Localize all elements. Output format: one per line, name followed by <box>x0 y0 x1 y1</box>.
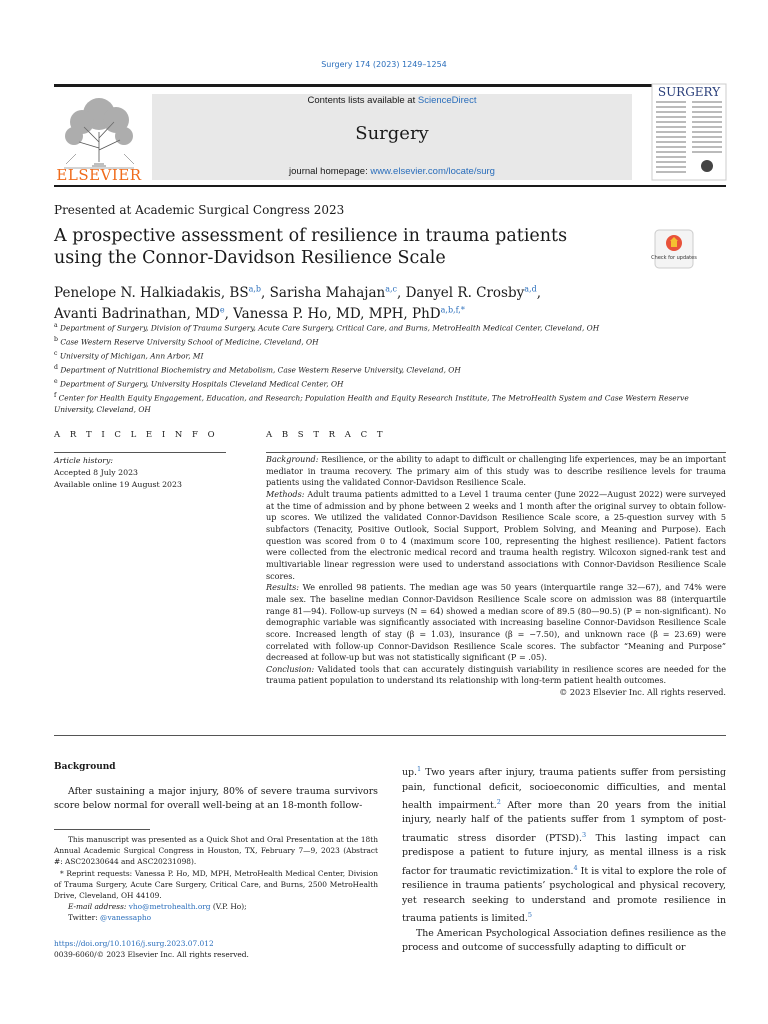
header-bottom-rule <box>54 185 726 187</box>
abstract-bottom-rule <box>54 735 726 736</box>
check-for-updates-badge[interactable] <box>651 229 697 269</box>
author: Danyel R. Crosby$^{a,d}$, <box>405 284 541 301</box>
email-link[interactable]: vho@metrohealth.org <box>128 902 211 912</box>
available-date: Available online 19 August 2023 <box>54 480 182 489</box>
abstract-heading: A B S T R A C T <box>266 430 387 440</box>
header-rule <box>54 84 726 87</box>
author: Penelope N. Halkiadakis, BS$^{a,b}$, <box>54 284 270 301</box>
check-for-updates-label: Check for updates <box>651 255 697 261</box>
check-for-updates-icon <box>651 229 697 269</box>
abstract-methods: Methods: Adult trauma patients admitted to a Level 1 trauma center (June 2022—August 2022) were surveyed at the time of admission and by phone between 2 weeks and 1 month after the original survey to obtain follow-up scores. We utilized the validated Connor-Davidson Resilience Scale score, a 25-question survey with 5 subfactors (Tenacity, Positive Outlook, Social Support, Problem Solving, and Meaning and Purpose). Each question was scored from 0 to 4 (maximum score 100, representing the highest resilience). Patient factors were collected from the electronic medical record and trauma health registry. Wilcoxon signed-rank test and multivariable linear regression were used to understand associations with Connor-Davidson Resilience Scale scores. <box>266 488 726 581</box>
background-heading: Background <box>54 762 116 772</box>
abstract-conclusion: Conclusion: Validated tools that can accurately distinguish variability in resilience scores are needed for the trauma patient population to understand its relationship with long-term patient health outcomes. <box>266 663 726 686</box>
accepted-date: Accepted 8 July 2023 <box>54 468 138 477</box>
affiliation: $^f$ Center for Health Equity Engagement, Education, and Research; Population Health and Equity Research Institute, The MetroHealth System and Case Western Reserve University, Cleveland, OH <box>54 391 689 414</box>
abstract-body <box>266 454 726 699</box>
footnote-reprint: * Reprint requests: Vanessa P. Ho, MD, MPH, MetroHealth Medical Center, Division of Trauma Surgery, Acute Care Surgery, Critical Care, and Burns, 2500 MetroHealth Drive, Cleveland, OH 44109. <box>54 868 378 901</box>
article-title: A prospective assessment of resilience in trauma patients using the Connor-Davidson Resilience Scale <box>54 226 568 268</box>
author-list <box>54 280 674 323</box>
homepage-link[interactable]: www.elsevier.com/locate/surg <box>370 166 495 177</box>
journal-cover-thumbnail[interactable] <box>652 84 726 180</box>
cover-title: SURGERY <box>657 85 721 99</box>
body-paragraph: up.$^1$ Two years after injury, trauma patients suffer from persisting pain, functional deficit, socioeconomic difficulties, and mental health impairment.$^2$ After more than 20 years from the initial injury, nearly half of the patients suffer from 1 symptom of post-traumatic stress disorder (PTSD).$^3$ This lasting impact can predispose a patient to future injury, as mental illness is a risk factor for traumatic revictimization.$^4$ It is vital to explore the role of resilience in trauma patients’ psychological and physical recovery, yet research seeking to understand and promote resilience in trauma patients is limited.$^5$ <box>402 765 726 925</box>
journal-citation[interactable]: Surgery 174 (2023) 1249–1254 <box>321 60 447 69</box>
reference-link[interactable]: 3 <box>582 830 587 839</box>
twitter-link[interactable]: @vanessapho <box>100 913 152 923</box>
sciencedirect-link[interactable]: ScienceDirect <box>417 95 477 106</box>
abstract-results: Results: We enrolled 98 patients. The median age was 50 years (interquartile range 32—67), and 74% were male sex. The baseline median Connor-Davidson Resilience Scale score on admission was 88 (interquartile range 81—94). Follow-up surveys (N = 64) showed a median score of 89.5 (80—90.5) (P = non-significant). No demographic variable was significantly associated with increasing baseline Connor-Davidson Resilience Scale score. Increased length of stay (β = 1.03), insurance (β = −7.50), and unknown race (β = 23.69) were correlated with follow-up Connor-Davidson Resilience Scale scores. The subfactor “Meaning and Purpose” decreased at follow-up but was not statistically significant (P = .05). <box>266 582 726 663</box>
affiliation: $^a$ Department of Surgery, Division of Trauma Surgery, Acute Care Surgery, Critical Care, and Burns, MetroHealth Medical Center, Cleveland, OH <box>54 322 600 333</box>
footnote-email: E-mail address: vho@metrohealth.org (V.P. Ho); <box>68 902 247 912</box>
journal-name: Surgery <box>355 123 429 144</box>
affiliation: $^e$ Department of Surgery, University Hospitals Cleveland Medical Center, OH <box>54 377 344 389</box>
elsevier-wordmark: ELSEVIER <box>56 166 142 184</box>
doi-link[interactable]: https://doi.org/10.1016/j.surg.2023.07.012 <box>54 939 214 948</box>
reference-link[interactable]: 1 <box>417 765 422 773</box>
footnote-presentation: This manuscript was presented as a Quick Shot and Oral Presentation at the 18th Annual Academic Surgical Congress in Houston, TX, February 7—9, 2023 (Abstract #: ASC20230644 and ASC20231098). <box>54 835 378 867</box>
abstract-background: Background: Resilience, or the ability to adapt to difficult or challenging life experiences, may be an important mediator in trauma recovery. The primary aim of this study was to describe resilience levels for trauma patients using the validated Connor-Davidson Resilience Scale. <box>266 454 726 488</box>
author: Sarisha Mahajan$^{a,c}$, <box>269 284 406 301</box>
issn-line: 0039-6060/© 2023 Elsevier Inc. All rights reserved. <box>54 950 249 959</box>
footnote-rule <box>54 829 150 830</box>
body-column-right <box>402 762 726 956</box>
affiliation: $^c$ University of Michigan, Ann Arbor, MI <box>54 349 204 361</box>
article-info-heading: A R T I C L E I N F O <box>54 430 219 440</box>
author: Avanti Badrinathan, MDe, <box>54 305 234 322</box>
affiliations <box>54 320 714 415</box>
reference-link[interactable]: 5 <box>527 911 532 920</box>
homepage-line: journal homepage: www.elsevier.com/locate/surg <box>289 166 495 177</box>
author-corresponding: Vanessa P. Ho, MD, MPH, PhD$^{a,b,f,*}$ <box>233 305 465 322</box>
affiliation: $^b$ Case Western Reserve University School of Medicine, Cleveland, OH <box>54 335 319 347</box>
reference-link[interactable]: 2 <box>496 797 501 806</box>
affiliation: $^d$ Department of Nutritional Biochemistry and Metabolism, Case Western Reserve University, Cleveland, OH <box>54 363 461 375</box>
body-paragraph: The American Psychological Association defines resilience as the process and outcome of successfully adapting to difficult or <box>402 927 726 954</box>
doi-block <box>54 938 378 960</box>
presented-at: Presented at Academic Surgical Congress 2023 <box>54 203 345 217</box>
contents-line: Contents lists available at ScienceDirect <box>307 95 477 106</box>
footnote-twitter: Twitter: @vanessapho <box>68 913 152 923</box>
reference-link[interactable]: 4 <box>573 863 578 872</box>
article-history <box>54 455 234 491</box>
footnotes <box>54 834 378 924</box>
abstract-rule <box>266 452 726 453</box>
article-info-rule <box>54 452 226 453</box>
history-label: Article history: <box>54 456 114 465</box>
body-paragraph: After sustaining a major injury, 80% of severe trauma survivors score below normal for overall well-being at an 18-month follow- <box>54 786 378 812</box>
abstract-copyright: © 2023 Elsevier Inc. All rights reserved. <box>559 687 726 698</box>
